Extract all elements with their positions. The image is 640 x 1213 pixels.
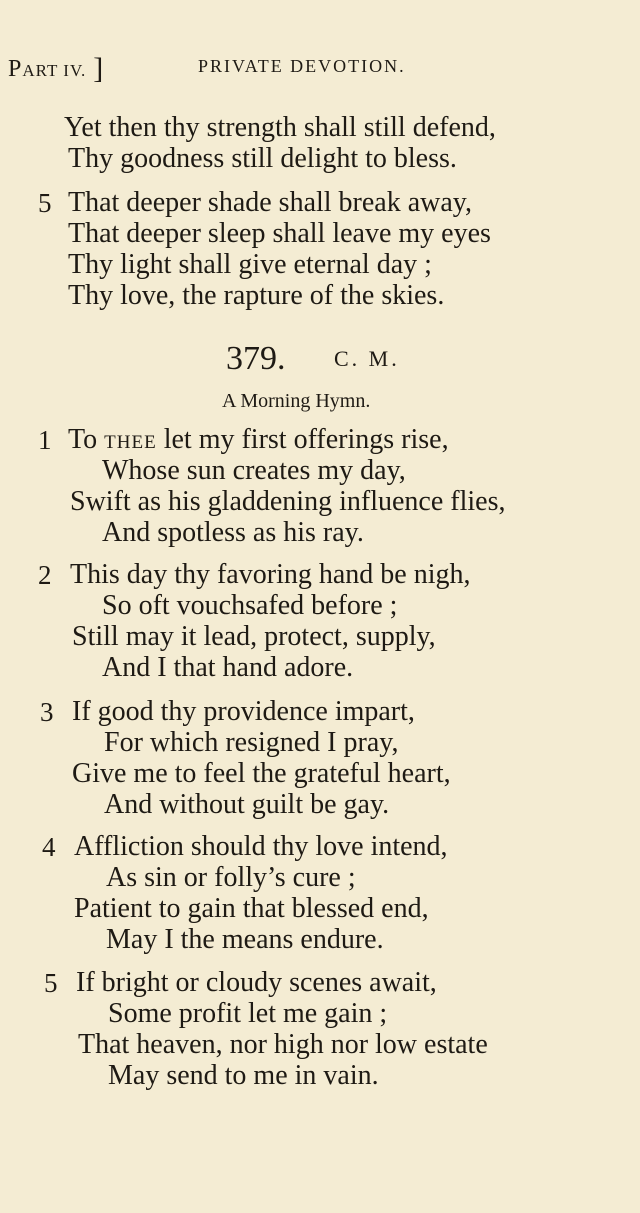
verse-line: And without guilt be gay. — [104, 789, 390, 820]
verse-number: 5 — [38, 188, 52, 218]
verse-line: To THEE let my first offerings rise, — [68, 424, 449, 455]
verse-line: Whose sun creates my day, — [102, 455, 406, 486]
verse-line: If good thy providence impart, — [72, 696, 415, 727]
verse-line: Yet then thy strength shall still defend, — [64, 112, 496, 143]
verse-number: 4 — [42, 832, 56, 862]
verse-line: That deeper shade shall break away, — [68, 187, 472, 218]
verse-number: 2 — [38, 560, 52, 590]
verse-line: And spotless as his ray. — [102, 517, 364, 548]
verse-line: That heaven, nor high nor low estate — [78, 1029, 488, 1060]
verse-line: Give me to feel the grateful heart, — [72, 758, 451, 789]
verse-line: That deeper sleep shall leave my eyes — [68, 218, 491, 249]
verse-line: Still may it lead, protect, supply, — [72, 621, 436, 652]
verse-line: For which resigned I pray, — [104, 727, 399, 758]
verse-line: So oft vouchsafed before ; — [102, 590, 398, 621]
verse-line: Swift as his gladdening influence flies, — [70, 486, 506, 517]
emphasis-thee: THEE — [104, 432, 157, 453]
verse-line: And I that hand adore. — [102, 652, 354, 683]
verse-line: Thy goodness still delight to bless. — [68, 143, 457, 174]
verse-number: 3 — [40, 697, 54, 727]
verse-line: May I the means endure. — [106, 924, 384, 955]
hymn-meter: C. M. — [334, 346, 400, 371]
verse-line: Thy love, the rapture of the skies. — [68, 280, 445, 311]
verse-line: This day thy favoring hand be nigh, — [70, 559, 471, 590]
verse-number: 5 — [44, 968, 58, 998]
verse-line: May send to me in vain. — [108, 1060, 379, 1091]
part-label: PART IV. ] — [8, 52, 105, 85]
running-title: PRIVATE DEVOTION. — [198, 56, 406, 76]
verse-line: Patient to gain that blessed end, — [74, 893, 429, 924]
verse-line: As sin or folly’s cure ; — [106, 862, 356, 893]
hymn-number: 379. — [226, 340, 286, 377]
verse-line: Affliction should thy love intend, — [74, 831, 448, 862]
verse-number: 1 — [38, 425, 52, 455]
verse-line: If bright or cloudy scenes await, — [76, 967, 437, 998]
verse-line: Some profit let me gain ; — [108, 998, 388, 1029]
page-header — [8, 50, 608, 86]
hymn-title: A Morning Hymn. — [222, 390, 371, 412]
verse-line: Thy light shall give eternal day ; — [68, 249, 432, 280]
